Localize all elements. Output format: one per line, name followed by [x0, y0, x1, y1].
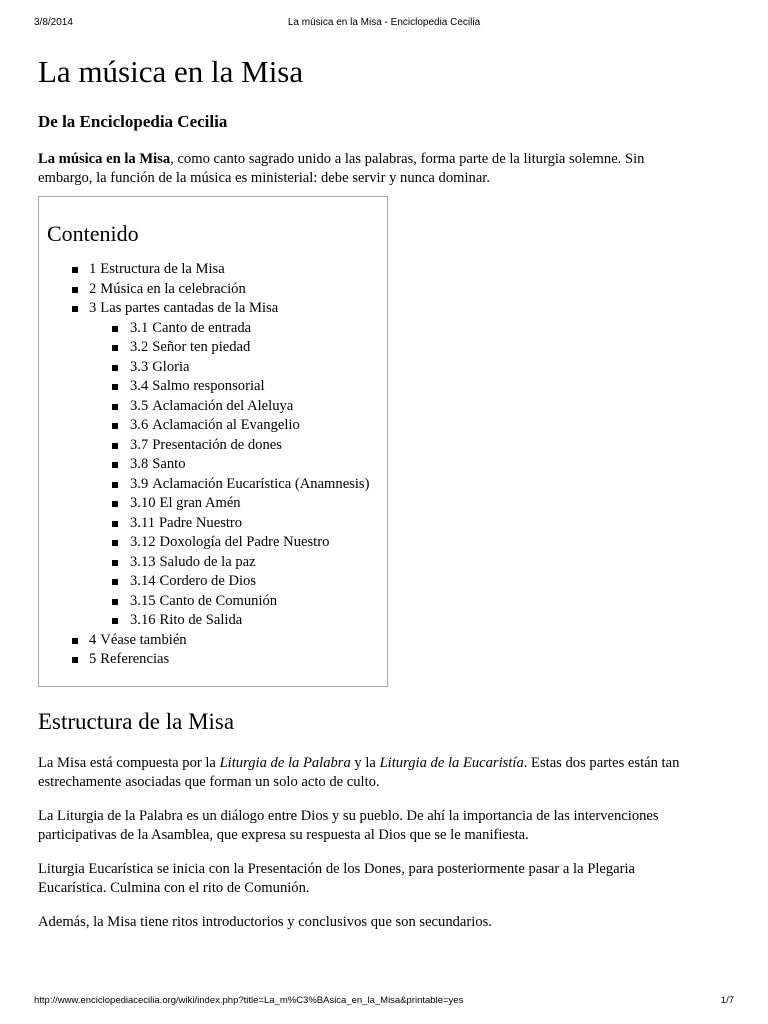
toc-item[interactable] — [47, 338, 387, 358]
toc-item-label[interactable]: Presentación de dones — [152, 436, 282, 453]
toc-item[interactable] — [47, 611, 387, 631]
toc-item[interactable] — [47, 358, 387, 378]
section-heading-estructura: Estructura de la Misa — [38, 708, 235, 734]
toc-item[interactable] — [47, 631, 387, 651]
toc-item[interactable] — [47, 280, 387, 300]
toc-item-label[interactable]: Canto de entrada — [152, 319, 252, 336]
toc-item-label[interactable]: Véase también — [100, 631, 187, 648]
toc-item-label[interactable]: Cordero de Dios — [159, 573, 257, 590]
toc-item-number: 3.1 — [130, 319, 149, 336]
toc-item-label[interactable]: Aclamación al Evangelio — [152, 417, 300, 434]
toc-item[interactable] — [47, 416, 387, 436]
toc-item-label[interactable]: Referencias — [100, 651, 170, 668]
toc-item[interactable] — [47, 299, 387, 319]
toc-list — [47, 260, 387, 670]
toc-item-number: 3.5 — [130, 397, 149, 414]
toc-item[interactable] — [47, 592, 387, 612]
toc-item-number: 3.3 — [130, 358, 149, 375]
toc-item-label[interactable]: Señor ten piedad — [152, 339, 251, 356]
toc-item[interactable] — [47, 494, 387, 514]
toc-item-number: 3.14 — [130, 573, 156, 590]
text-run: La Misa está compuesta por la — [38, 755, 220, 772]
toc-item[interactable] — [47, 260, 387, 280]
toc-item-number: 3.10 — [130, 495, 156, 512]
italic-term: Liturgia de la Eucaristía — [379, 755, 524, 772]
toc-item-label[interactable]: Santo — [152, 456, 186, 473]
toc-item-label[interactable]: Las partes cantadas de la Misa — [100, 300, 279, 317]
toc-item[interactable] — [47, 533, 387, 553]
toc-item-number: 3.12 — [130, 534, 156, 551]
toc-item-label[interactable]: Aclamación Eucarística (Anamnesis) — [152, 475, 370, 492]
toc-item-label[interactable]: Estructura de la Misa — [100, 261, 225, 278]
toc-item-label[interactable]: Padre Nuestro — [159, 514, 243, 531]
toc-item-label[interactable]: Música en la celebración — [100, 280, 246, 297]
toc-item[interactable] — [47, 553, 387, 573]
text-run: y la — [350, 755, 380, 772]
toc-item-number: 2 — [89, 280, 97, 297]
text-run: . Estas dos partes están tan estrechamente asociadas que forman un solo acto de culto. — [38, 755, 680, 791]
toc-item-label[interactable]: Gloria — [152, 358, 190, 375]
toc-item-number: 3.4 — [130, 378, 149, 395]
toc-item[interactable] — [47, 475, 387, 495]
print-header — [34, 17, 734, 31]
toc-item-label[interactable]: Rito de Salida — [159, 612, 243, 629]
toc-item-number: 3 — [89, 300, 97, 317]
intro-bold-term: La música en la Misa — [38, 150, 171, 167]
paragraph-estructura-3: Liturgia Eucarística se inicia con la Presentación de los Dones, para posteriormente pasar a la Plegaria Eucarística. Culmina con el rito de Comunión. — [38, 861, 636, 897]
print-footer — [34, 995, 734, 1009]
print-page-title: La música en la Misa - Enciclopedia Cecilia — [287, 17, 481, 28]
intro-paragraph — [38, 150, 698, 188]
toc-item[interactable] — [47, 572, 387, 592]
toc-item[interactable] — [47, 397, 387, 417]
toc-item-number: 3.13 — [130, 553, 156, 570]
toc-item-number: 3.15 — [130, 592, 156, 609]
print-url: http://www.enciclopediacecilia.org/wiki/index.php?title=La_m%C3%BAsica_en_la_Misa&printable=yes — [34, 995, 464, 1006]
paragraph-estructura-1 — [38, 754, 698, 792]
toc-item-number: 3.8 — [130, 456, 149, 473]
toc-item-number: 5 — [89, 651, 97, 668]
intro-text: , como canto sagrado unido a las palabras, forma parte de la liturgia solemne. Sin embargo, la función de la música es ministerial: debe servir y nunca dominar. — [38, 150, 645, 186]
toc-item-number: 3.11 — [130, 514, 155, 531]
toc-item-label[interactable]: Salmo responsorial — [152, 378, 265, 395]
toc-item[interactable] — [47, 514, 387, 534]
toc-item-number: 3.7 — [130, 436, 149, 453]
toc-item-number: 3.16 — [130, 612, 156, 629]
italic-term: Liturgia de la Palabra — [219, 755, 351, 772]
paragraph-estructura-2: La Liturgia de la Palabra es un diálogo entre Dios y su pueblo. De ahí la importancia de las intervenciones participativas de la Asamblea, que expresa su respuesta al Dios que se le manifiesta. — [38, 808, 659, 844]
page-title: La música en la Misa — [38, 54, 304, 89]
site-tagline: De la Enciclopedia Cecilia — [38, 112, 228, 132]
print-date: 3/8/2014 — [34, 17, 73, 28]
page-number: 1/7 — [720, 995, 734, 1006]
toc-item-label[interactable]: Canto de Comunión — [159, 592, 278, 609]
toc-item-label[interactable]: Saludo de la paz — [159, 553, 256, 570]
toc-item[interactable] — [47, 436, 387, 456]
toc-item[interactable] — [47, 455, 387, 475]
article-content — [38, 52, 698, 932]
toc-item-number: 3.6 — [130, 417, 149, 434]
toc-item-number: 4 — [89, 631, 97, 648]
toc-heading: Contenido — [47, 220, 139, 246]
toc-item-number: 3.2 — [130, 339, 149, 356]
toc-item[interactable] — [47, 319, 387, 339]
paragraph-estructura-4: Además, la Misa tiene ritos introductorios y conclusivos que son secundarios. — [38, 914, 492, 931]
table-of-contents — [38, 196, 388, 687]
toc-item-label[interactable]: El gran Amén — [159, 495, 241, 512]
toc-item[interactable] — [47, 650, 387, 670]
toc-item-number: 3.9 — [130, 475, 149, 492]
toc-item-label[interactable]: Doxología del Padre Nuestro — [159, 534, 330, 551]
toc-item-label[interactable]: Aclamación del Aleluya — [152, 397, 294, 414]
toc-item[interactable] — [47, 377, 387, 397]
toc-item-number: 1 — [89, 261, 97, 278]
